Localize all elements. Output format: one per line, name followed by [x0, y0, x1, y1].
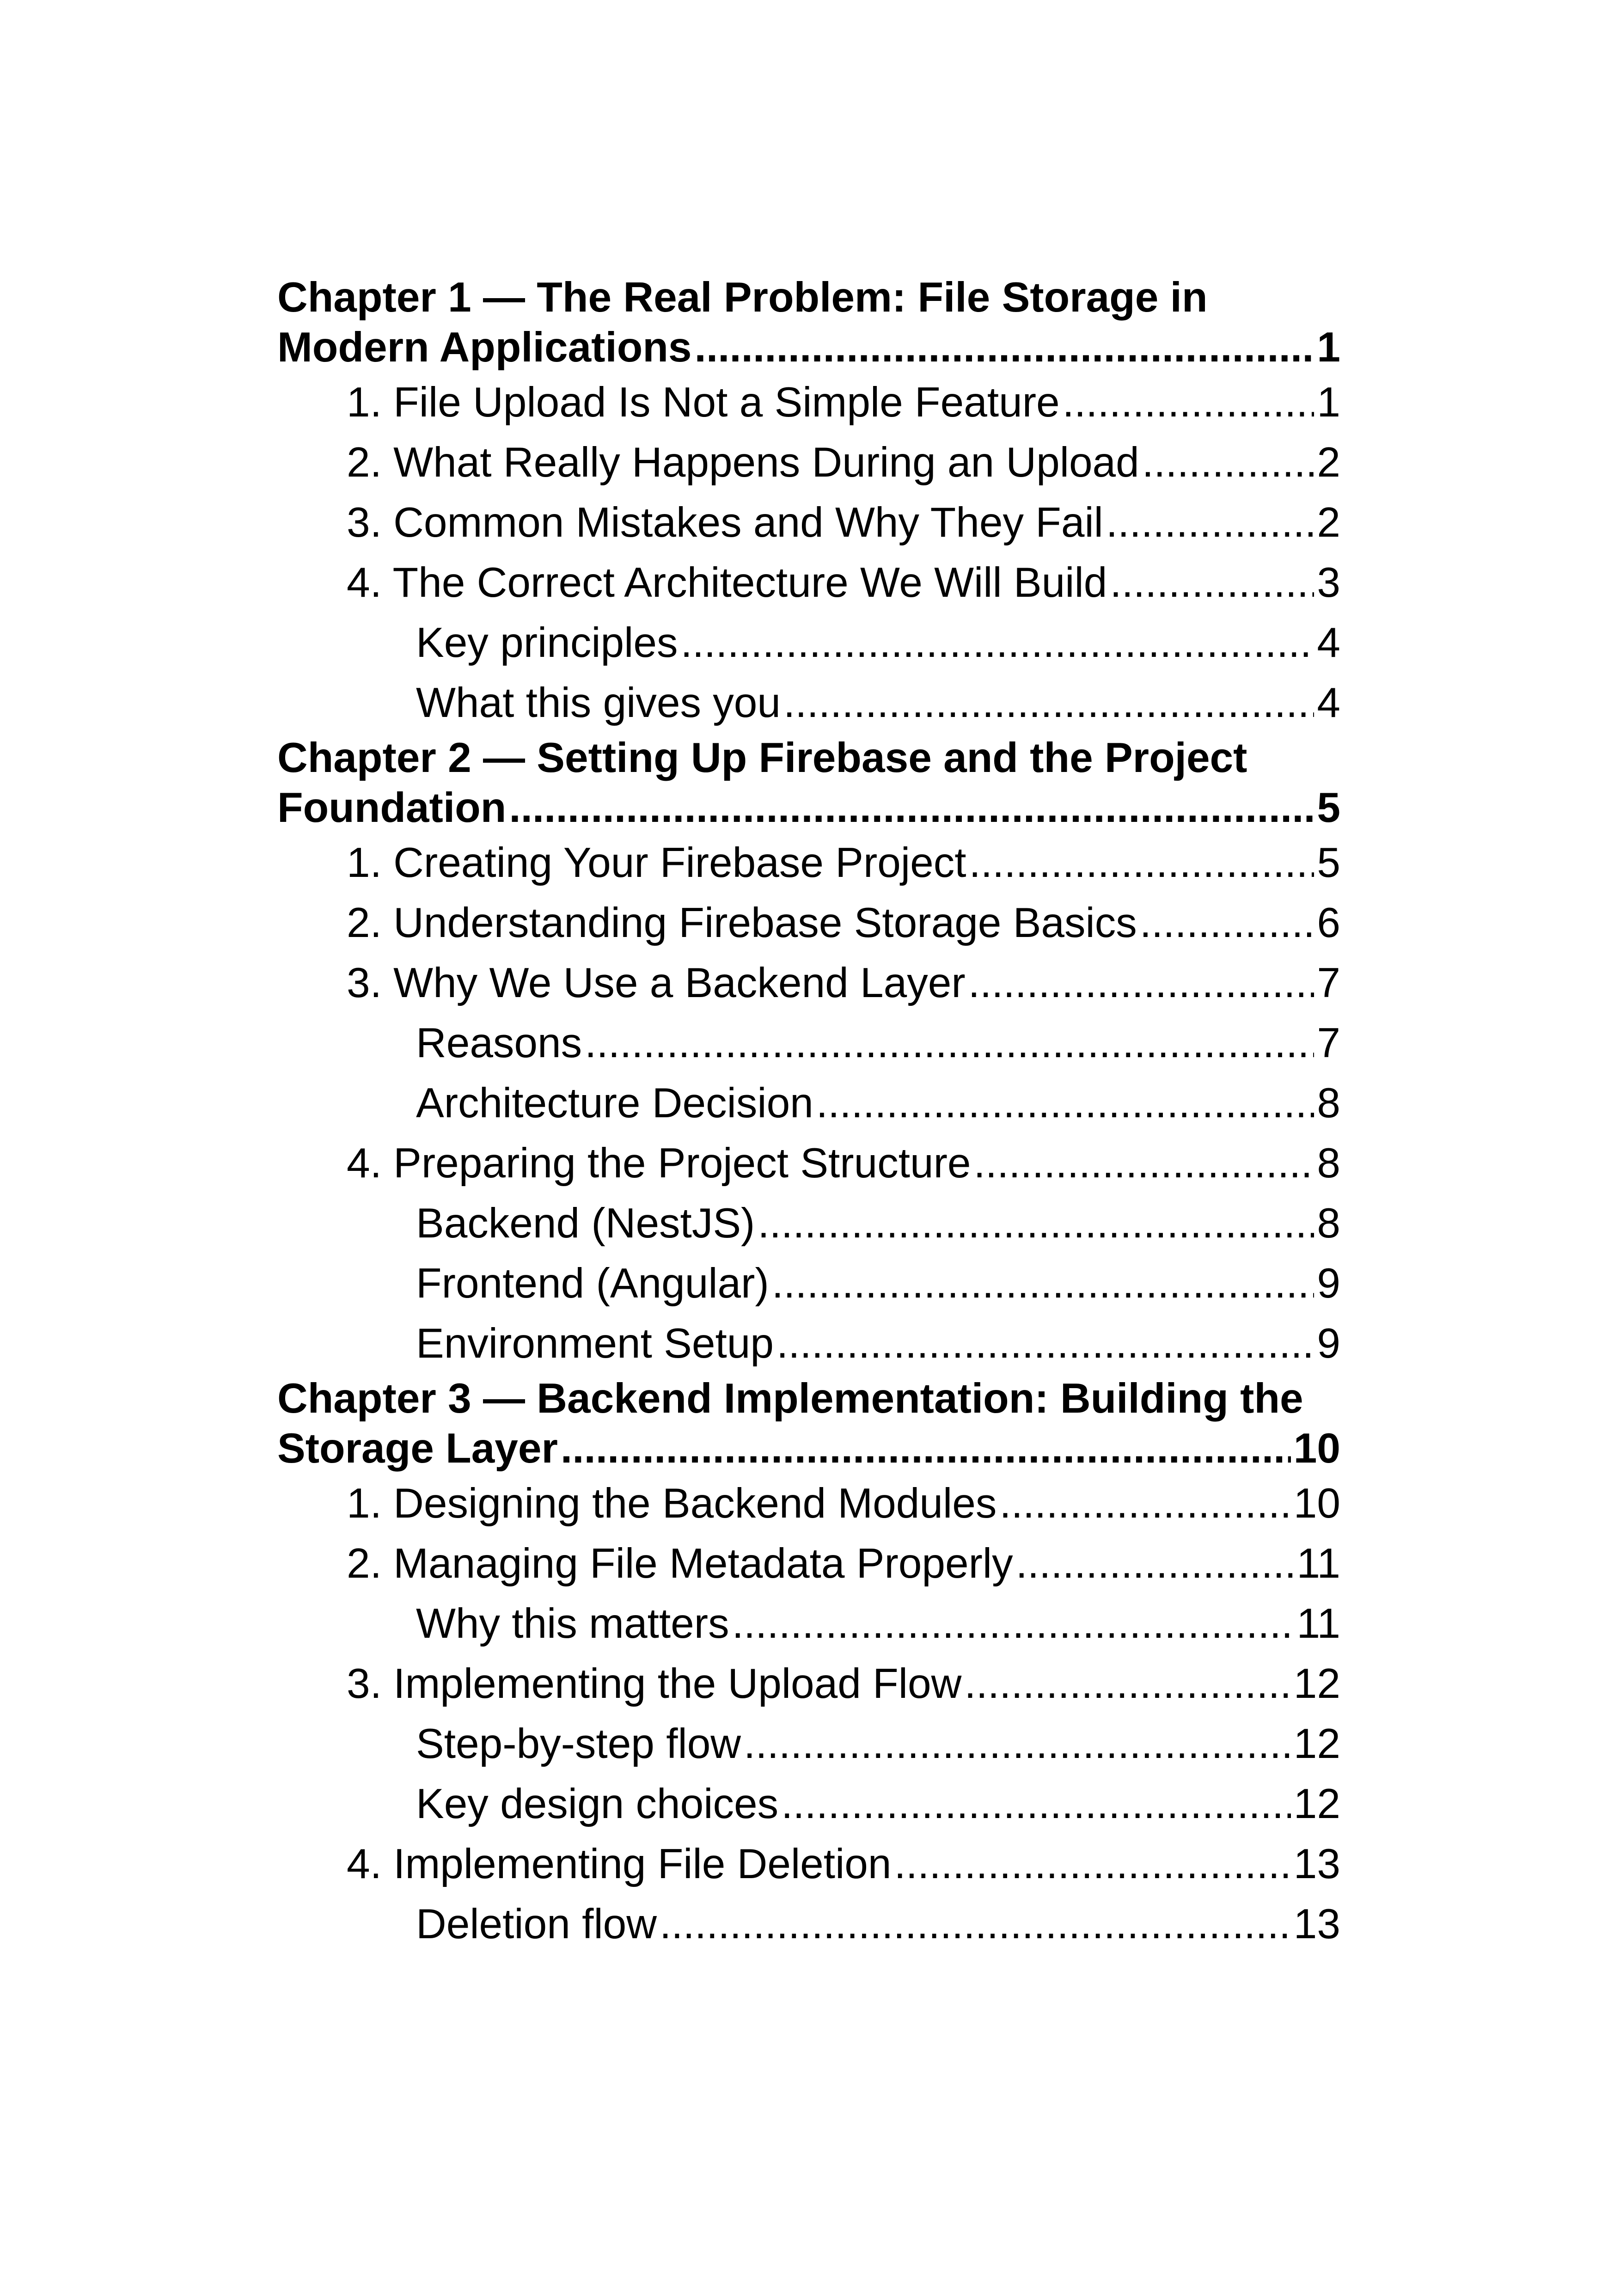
toc-subentry[interactable]: [277, 1714, 1340, 1774]
dot-leader: [974, 1133, 1314, 1194]
entry-title: Key principles: [416, 619, 678, 666]
chapter-title-line1: Chapter 2 — Setting Up Firebase and the Project: [277, 735, 1247, 781]
chapter-title-line1: Chapter 1 — The Real Problem: File Storage in: [277, 274, 1208, 321]
toc-entry[interactable]: [277, 953, 1340, 1013]
chapter-title-line2-row: [277, 1424, 1340, 1474]
dot-leader: [561, 1424, 1291, 1474]
toc-chapter-2[interactable]: [277, 733, 1340, 833]
page-number: 7: [1317, 960, 1340, 1006]
toc-subentry[interactable]: [277, 613, 1340, 673]
dot-leader: [772, 1254, 1314, 1314]
dot-leader: [732, 1594, 1294, 1654]
toc-entry[interactable]: [277, 1474, 1340, 1534]
chapter-title-line1: Chapter 3 — Backend Implementation: Building the: [277, 1375, 1303, 1422]
dot-leader: [758, 1194, 1314, 1254]
toc-chapter-1[interactable]: [277, 273, 1340, 373]
chapter-title-line2-row: [277, 323, 1340, 373]
entry-title: 4. Preparing the Project Structure: [347, 1140, 971, 1187]
page-number: 4: [1317, 680, 1340, 726]
page-number: 12: [1293, 1660, 1340, 1707]
dot-leader: [783, 673, 1314, 733]
chapter-title-line2-row: [277, 783, 1340, 833]
toc-subentry[interactable]: [277, 1894, 1340, 1954]
entry-title: 3. Why We Use a Backend Layer: [347, 960, 966, 1006]
page-number: 12: [1293, 1781, 1340, 1827]
dot-leader: [1140, 893, 1314, 953]
chapter-title-line2: Storage Layer: [277, 1425, 558, 1472]
entry-title: Backend (NestJS): [416, 1200, 755, 1247]
page-number: 2: [1317, 499, 1340, 546]
dot-leader: [894, 1834, 1291, 1894]
dot-leader: [781, 1774, 1291, 1834]
entry-title: 1. Creating Your Firebase Project: [347, 839, 966, 886]
toc-entry[interactable]: [277, 1654, 1340, 1714]
toc-entry[interactable]: [277, 893, 1340, 953]
toc-subentry[interactable]: [277, 1013, 1340, 1073]
toc-subentry[interactable]: [277, 1594, 1340, 1654]
entry-title: 1. Designing the Backend Modules: [347, 1480, 997, 1527]
page-number: 3: [1317, 559, 1340, 606]
dot-leader: [999, 1474, 1290, 1534]
page-number: 5: [1317, 784, 1340, 831]
toc-entry[interactable]: [277, 493, 1340, 553]
toc-entry[interactable]: [277, 1534, 1340, 1594]
dot-leader: [1110, 553, 1314, 613]
page-number: 10: [1293, 1425, 1340, 1472]
dot-leader: [680, 613, 1314, 673]
toc-entry[interactable]: [277, 1834, 1340, 1894]
page-number: 13: [1293, 1841, 1340, 1887]
entry-title: Step-by-step flow: [416, 1720, 741, 1767]
page-number: 1: [1317, 324, 1340, 371]
toc-subentry[interactable]: [277, 1073, 1340, 1133]
entry-title: Why this matters: [416, 1600, 729, 1647]
entry-title: 3. Implementing the Upload Flow: [347, 1660, 962, 1707]
toc-entry[interactable]: [277, 833, 1340, 893]
entry-title: 3. Common Mistakes and Why They Fail: [347, 499, 1103, 546]
entry-title: 4. Implementing File Deletion: [347, 1841, 892, 1887]
dot-leader: [1063, 373, 1314, 433]
page-number: 6: [1317, 900, 1340, 946]
toc-chapter-3[interactable]: [277, 1374, 1340, 1474]
entry-title: Frontend (Angular): [416, 1260, 769, 1307]
page-number: 11: [1296, 1600, 1340, 1647]
page-number: 2: [1317, 439, 1340, 486]
entry-title: What this gives you: [416, 680, 781, 726]
entry-title: Architecture Decision: [416, 1080, 813, 1127]
dot-leader: [776, 1314, 1314, 1374]
dot-leader: [1016, 1534, 1294, 1594]
toc-subentry[interactable]: [277, 1254, 1340, 1314]
entry-title: 2. Managing File Metadata Properly: [347, 1540, 1013, 1587]
page-number: 1: [1317, 379, 1340, 426]
entry-title: Reasons: [416, 1020, 582, 1066]
page-number: 13: [1293, 1901, 1340, 1947]
chapter-title-line2: Modern Applications: [277, 324, 692, 371]
page-number: 8: [1317, 1200, 1340, 1247]
dot-leader: [744, 1714, 1291, 1774]
page-number: 7: [1317, 1020, 1340, 1066]
dot-leader: [968, 953, 1314, 1013]
dot-leader: [969, 833, 1314, 893]
page-number: 12: [1293, 1720, 1340, 1767]
chapter-title-line2: Foundation: [277, 784, 507, 831]
toc-entry[interactable]: [277, 1133, 1340, 1194]
toc-subentry[interactable]: [277, 673, 1340, 733]
page-number: 5: [1317, 839, 1340, 886]
page-number: 10: [1293, 1480, 1340, 1527]
page-number: 9: [1317, 1260, 1340, 1307]
entry-title: Deletion flow: [416, 1901, 657, 1947]
dot-leader: [585, 1013, 1314, 1073]
dot-leader: [964, 1654, 1290, 1714]
entry-title: 4. The Correct Architecture We Will Build: [347, 559, 1107, 606]
page-number: 8: [1317, 1080, 1340, 1127]
entry-title: Environment Setup: [416, 1320, 774, 1367]
dot-leader: [1142, 433, 1314, 493]
entry-title: 2. What Really Happens During an Upload: [347, 439, 1139, 486]
toc-subentry[interactable]: [277, 1194, 1340, 1254]
dot-leader: [660, 1894, 1291, 1954]
toc-entry[interactable]: [277, 373, 1340, 433]
page-number: 11: [1296, 1540, 1340, 1587]
dot-leader: [509, 783, 1314, 833]
entry-title: 1. File Upload Is Not a Simple Feature: [347, 379, 1060, 426]
entry-title: 2. Understanding Firebase Storage Basics: [347, 900, 1137, 946]
toc-entry[interactable]: [277, 433, 1340, 493]
page-number: 4: [1317, 619, 1340, 666]
toc-subentry[interactable]: [277, 1774, 1340, 1834]
entry-title: Key design choices: [416, 1781, 779, 1827]
table-of-contents: [277, 273, 1340, 1954]
page-number: 8: [1317, 1140, 1340, 1187]
dot-leader: [695, 323, 1314, 373]
dot-leader: [1106, 493, 1314, 553]
toc-entry[interactable]: [277, 553, 1340, 613]
dot-leader: [816, 1073, 1314, 1133]
page-number: 9: [1317, 1320, 1340, 1367]
toc-subentry[interactable]: [277, 1314, 1340, 1374]
